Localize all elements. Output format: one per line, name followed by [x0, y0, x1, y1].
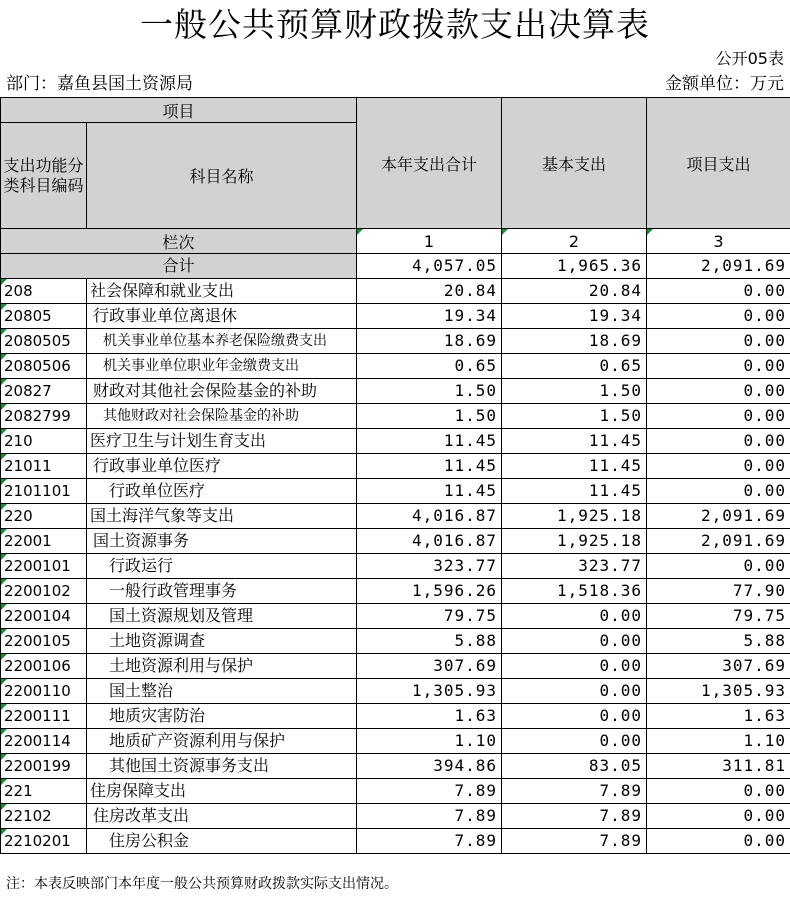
- amount-total: 11.45: [357, 429, 502, 454]
- amount-project: 307.69: [647, 654, 790, 679]
- subject-name: 地质灾害防治: [87, 704, 357, 729]
- subject-code: 2200111: [1, 704, 87, 729]
- subject-name: 国土资源事务: [87, 529, 357, 554]
- subject-name: 住房改革支出: [87, 804, 357, 829]
- subject-code: 22001: [1, 529, 87, 554]
- amount-total: 11.45: [357, 454, 502, 479]
- amount-project: 0.00: [647, 479, 790, 504]
- subject-code: 210: [1, 429, 87, 454]
- amount-total: 1,596.26: [357, 579, 502, 604]
- amount-basic: 0.65: [502, 354, 647, 379]
- amount-project: 1.63: [647, 704, 790, 729]
- amount-total: 7.89: [357, 779, 502, 804]
- amount-total: 1.50: [357, 404, 502, 429]
- amount-total: 0.65: [357, 354, 502, 379]
- amount-basic: 11.45: [502, 454, 647, 479]
- total-row: [1, 254, 790, 279]
- amount-project: 0.00: [647, 804, 790, 829]
- col-header-project: 项目支出: [647, 98, 790, 229]
- amount-project: 0.00: [647, 829, 790, 854]
- amount-total: 1.10: [357, 729, 502, 754]
- amount-project: 1.10: [647, 729, 790, 754]
- amount-basic: 7.89: [502, 804, 647, 829]
- table-row: [1, 354, 790, 379]
- amount-basic: 1,925.18: [502, 529, 647, 554]
- amount-total: 1,305.93: [357, 679, 502, 704]
- subject-name: 行政单位医疗: [87, 479, 357, 504]
- amount-total: 79.75: [357, 604, 502, 629]
- amount-project: 0.00: [647, 279, 790, 304]
- subject-code: 2200105: [1, 629, 87, 654]
- amount-project: 0.00: [647, 554, 790, 579]
- table-row: [1, 479, 790, 504]
- subject-name: 土地资源利用与保护: [87, 654, 357, 679]
- column-index-1: 1: [357, 229, 502, 254]
- amount-project: 0.00: [647, 329, 790, 354]
- table-row: [1, 379, 790, 404]
- form-number: 公开05表: [715, 49, 784, 68]
- col-header-total: 本年支出合计: [357, 98, 502, 229]
- subject-code: 2080505: [1, 329, 87, 354]
- subject-code: 2200199: [1, 754, 87, 779]
- subject-name: 财政对其他社会保险基金的补助: [87, 379, 357, 404]
- subject-code: 2200102: [1, 579, 87, 604]
- amount-basic: 18.69: [502, 329, 647, 354]
- subject-code: 2080506: [1, 354, 87, 379]
- amount-project: 2,091.69: [647, 504, 790, 529]
- amount-total: 394.86: [357, 754, 502, 779]
- amount-total: 19.34: [357, 304, 502, 329]
- amount-basic: 0.00: [502, 629, 647, 654]
- subject-name: 行政事业单位离退休: [87, 304, 357, 329]
- table-row: [1, 779, 790, 804]
- amount-basic: 83.05: [502, 754, 647, 779]
- amount-project: 77.90: [647, 579, 790, 604]
- subject-code: 2082799: [1, 404, 87, 429]
- amount-basic: 7.89: [502, 829, 647, 854]
- table-row: [1, 304, 790, 329]
- amount-basic: 1.50: [502, 404, 647, 429]
- amount-project: 1,305.93: [647, 679, 790, 704]
- amount-basic: 1.50: [502, 379, 647, 404]
- total-project: 2,091.69: [647, 254, 790, 279]
- total-label: 合计: [1, 254, 357, 279]
- amount-total: 1.63: [357, 704, 502, 729]
- subject-name: 行政运行: [87, 554, 357, 579]
- column-index-3: 3: [647, 229, 790, 254]
- amount-project: 0.00: [647, 454, 790, 479]
- project-header: 项目: [1, 98, 357, 123]
- amount-total: 18.69: [357, 329, 502, 354]
- amount-total: 1.50: [357, 379, 502, 404]
- table-row: [1, 429, 790, 454]
- subject-name: 机关事业单位职业年金缴费支出: [87, 354, 357, 379]
- amount-basic: 7.89: [502, 779, 647, 804]
- subject-name: 一般行政管理事务: [87, 579, 357, 604]
- table-row: [1, 754, 790, 779]
- subject-code: 208: [1, 279, 87, 304]
- total-basic: 1,965.36: [502, 254, 647, 279]
- subject-code: 2200101: [1, 554, 87, 579]
- subject-code: 220: [1, 504, 87, 529]
- subject-name: 土地资源调查: [87, 629, 357, 654]
- amount-project: 79.75: [647, 604, 790, 629]
- amount-total: 7.89: [357, 829, 502, 854]
- table-row: [1, 279, 790, 304]
- table-row: [1, 804, 790, 829]
- table-row: [1, 604, 790, 629]
- table-row: [1, 554, 790, 579]
- subject-name: 住房公积金: [87, 829, 357, 854]
- subject-name: 国土资源规划及管理: [87, 604, 357, 629]
- subject-code: 2200110: [1, 679, 87, 704]
- amount-project: 0.00: [647, 379, 790, 404]
- subject-name: 国土海洋气象等支出: [87, 504, 357, 529]
- amount-basic: 0.00: [502, 729, 647, 754]
- table-row: [1, 329, 790, 354]
- report-title: 一般公共预算财政拨款支出决算表: [140, 5, 650, 44]
- subject-name: 其他财政对社会保险基金的补助: [87, 404, 357, 429]
- name-header: 科目名称: [87, 123, 357, 229]
- amount-project: 0.00: [647, 779, 790, 804]
- subject-code: 21011: [1, 454, 87, 479]
- subject-code: 20827: [1, 379, 87, 404]
- table-row: [1, 404, 790, 429]
- table-row: [1, 654, 790, 679]
- table-row: [1, 729, 790, 754]
- table-row: [1, 504, 790, 529]
- amount-total: 4,016.87: [357, 504, 502, 529]
- subject-code: 2101101: [1, 479, 87, 504]
- table-row: [1, 679, 790, 704]
- subject-name: 行政事业单位医疗: [87, 454, 357, 479]
- subject-code: 2200106: [1, 654, 87, 679]
- amount-basic: 323.77: [502, 554, 647, 579]
- table-row: [1, 529, 790, 554]
- subject-code: 221: [1, 779, 87, 804]
- table-row: [1, 629, 790, 654]
- subject-name: 机关事业单位基本养老保险缴费支出: [87, 329, 357, 354]
- code-header: 支出功能分类科目编码: [1, 123, 87, 229]
- subject-code: 2200114: [1, 729, 87, 754]
- column-index-label: 栏次: [1, 229, 357, 254]
- footnote: 注：本表反映部门本年度一般公共预算财政拨款实际支出情况。: [6, 876, 398, 892]
- subject-code: 2200104: [1, 604, 87, 629]
- department-label: 部门：嘉鱼县国土资源局: [6, 74, 193, 94]
- amount-basic: 1,925.18: [502, 504, 647, 529]
- table-row: [1, 704, 790, 729]
- amount-project: 0.00: [647, 429, 790, 454]
- amount-total: 7.89: [357, 804, 502, 829]
- table-row: [1, 579, 790, 604]
- amount-basic: 20.84: [502, 279, 647, 304]
- total-amount: 4,057.05: [357, 254, 502, 279]
- amount-basic: 11.45: [502, 429, 647, 454]
- amount-total: 11.45: [357, 479, 502, 504]
- subject-code: 22102: [1, 804, 87, 829]
- subject-code: 2210201: [1, 829, 87, 854]
- subject-name: 社会保障和就业支出: [87, 279, 357, 304]
- amount-basic: 1,518.36: [502, 579, 647, 604]
- amount-project: 0.00: [647, 354, 790, 379]
- amount-total: 4,016.87: [357, 529, 502, 554]
- table-row: [1, 829, 790, 854]
- amount-basic: 0.00: [502, 704, 647, 729]
- amount-total: 20.84: [357, 279, 502, 304]
- amount-unit-label: 金额单位：万元: [665, 74, 784, 94]
- amount-project: 5.88: [647, 629, 790, 654]
- subject-name: 国土整治: [87, 679, 357, 704]
- amount-project: 0.00: [647, 304, 790, 329]
- col-header-basic: 基本支出: [502, 98, 647, 229]
- amount-project: 0.00: [647, 404, 790, 429]
- amount-total: 323.77: [357, 554, 502, 579]
- subject-name: 住房保障支出: [87, 779, 357, 804]
- amount-basic: 0.00: [502, 604, 647, 629]
- table-row: [1, 454, 790, 479]
- amount-basic: 0.00: [502, 654, 647, 679]
- subject-name: 其他国土资源事务支出: [87, 754, 357, 779]
- expenditure-table: [0, 97, 790, 854]
- amount-basic: 19.34: [502, 304, 647, 329]
- amount-total: 5.88: [357, 629, 502, 654]
- amount-basic: 11.45: [502, 479, 647, 504]
- amount-project: 311.81: [647, 754, 790, 779]
- amount-basic: 0.00: [502, 679, 647, 704]
- subject-code: 20805: [1, 304, 87, 329]
- subject-name: 地质矿产资源利用与保护: [87, 729, 357, 754]
- subject-name: 医疗卫生与计划生育支出: [87, 429, 357, 454]
- column-index-2: 2: [502, 229, 647, 254]
- amount-total: 307.69: [357, 654, 502, 679]
- amount-project: 2,091.69: [647, 529, 790, 554]
